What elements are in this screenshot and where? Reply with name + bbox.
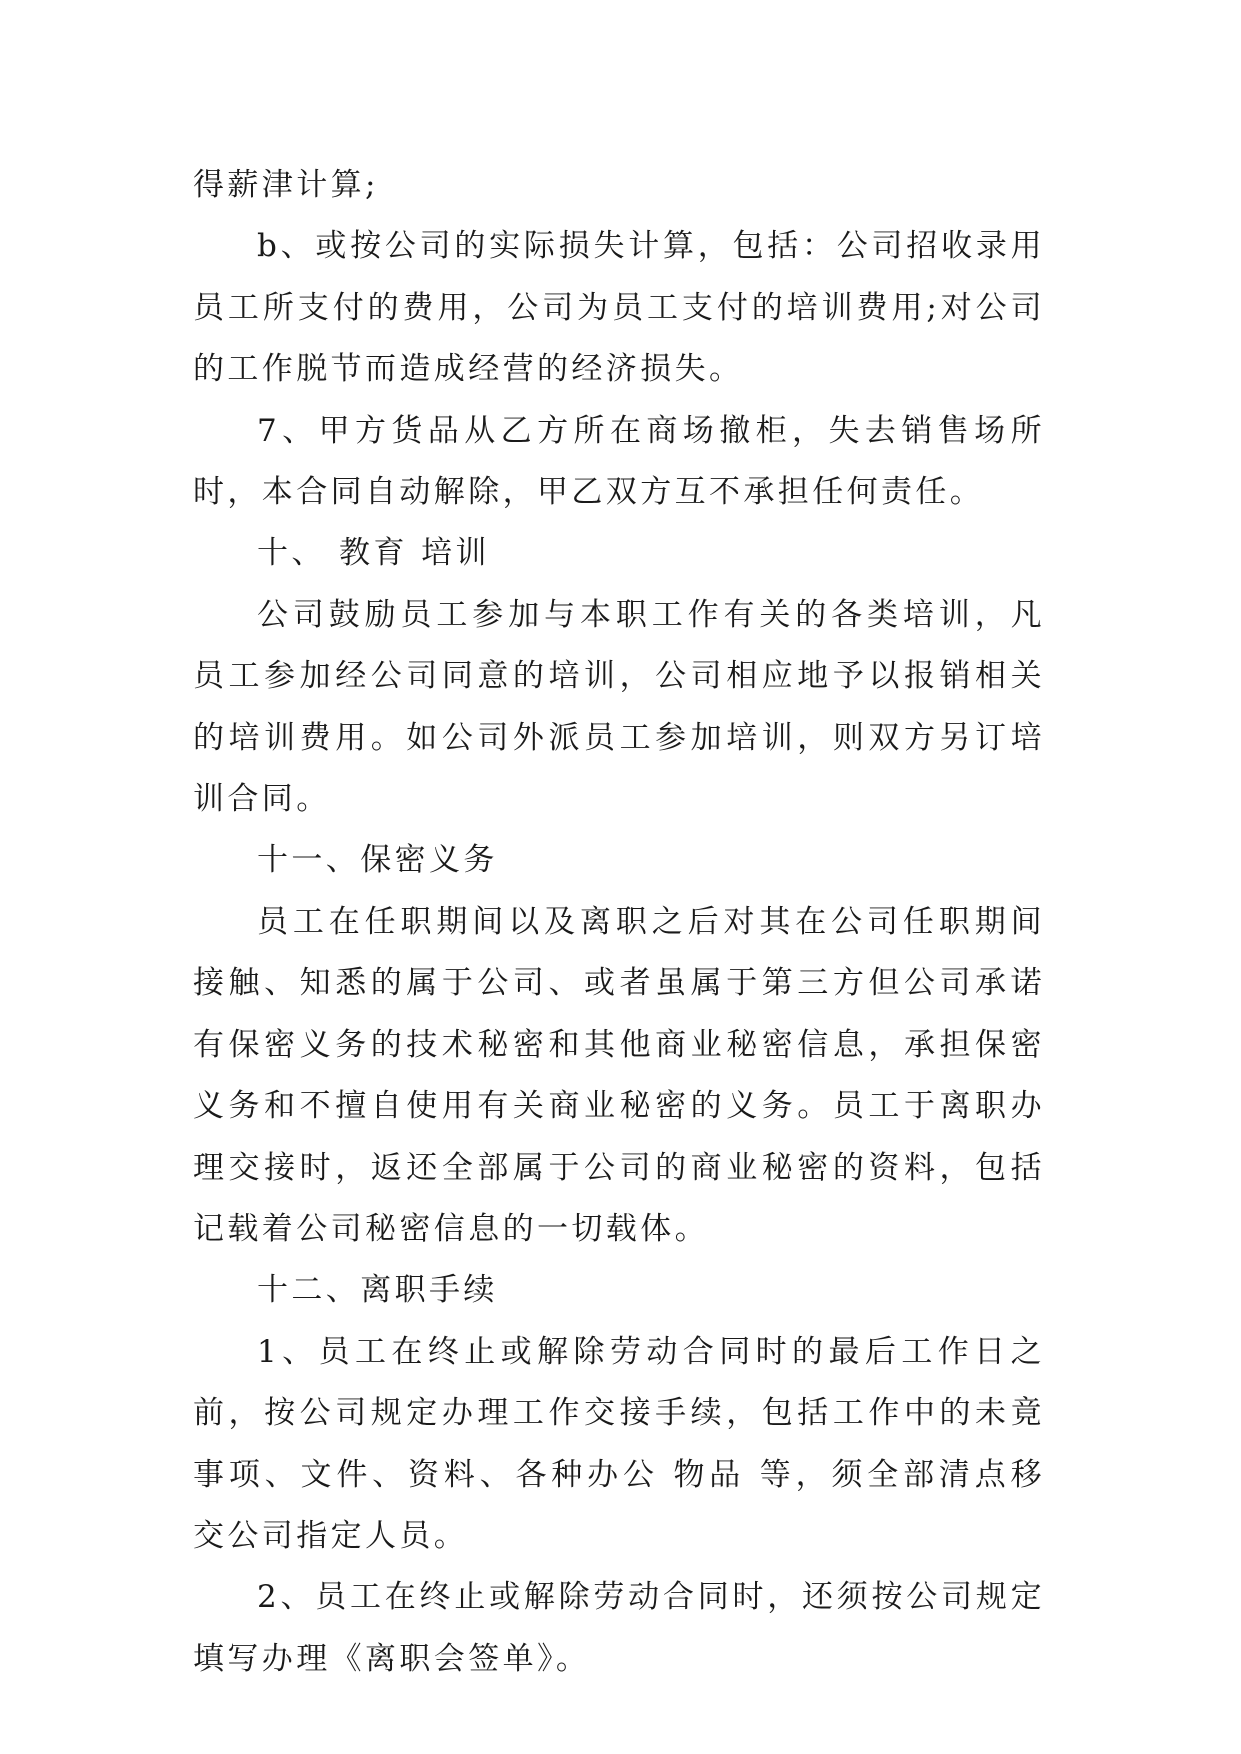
paragraph-actual-loss: b、或按公司的实际损失计算，包括：公司招收录用员工所支付的费用，公司为员工支付的培训费用;对公司的工作脱节而造成经营的经济损失。 (193, 228, 1045, 388)
section-heading-resignation: 十二、离职手续 (257, 1272, 498, 1309)
paragraph-salary-calc-end: 得薪津计算; (193, 167, 379, 203)
paragraph-contract-dissolution: 7、甲方货品从乙方所在商场撤柜，失去销售场所时，本合同自动解除，甲乙双方互不承担任何责任。 (193, 412, 1045, 511)
paragraph-confidentiality: 员工在任职期间以及离职之后对其在公司任职期间接触、知悉的属于公司、或者虽属于第三方但公司承诺有保密义务的技术秘密和其他商业秘密信息，承担保密义务和不擅自使用有关商业秘密的义务。员工于离职办理交接时，返还全部属于公司的商业秘密的资料，包括记载着公司秘密信息的一切载体。 (193, 903, 1045, 1247)
paragraph-training: 公司鼓励员工参加与本职工作有关的各类培训，凡员工参加经公司同意的培训，公司相应地予以报销相关的培训费用。如公司外派员工参加培训，则双方另订培训合同。 (193, 596, 1045, 818)
document-body (193, 155, 1045, 1690)
section-heading-confidentiality: 十一、保密义务 (257, 842, 498, 879)
paragraph-resignation-handover: 1、员工在终止或解除劳动合同时的最后工作日之前，按公司规定办理工作交接手续，包括工作中的未竟事项、文件、资料、各种办公 物品 等，须全部清点移交公司指定人员。 (193, 1333, 1045, 1554)
section-heading-training: 十、 教育 培训 (257, 535, 490, 572)
paragraph-resignation-signoff: 2、员工在终止或解除劳动合同时，还须按公司规定填写办理《离职会签单》。 (193, 1579, 1045, 1677)
